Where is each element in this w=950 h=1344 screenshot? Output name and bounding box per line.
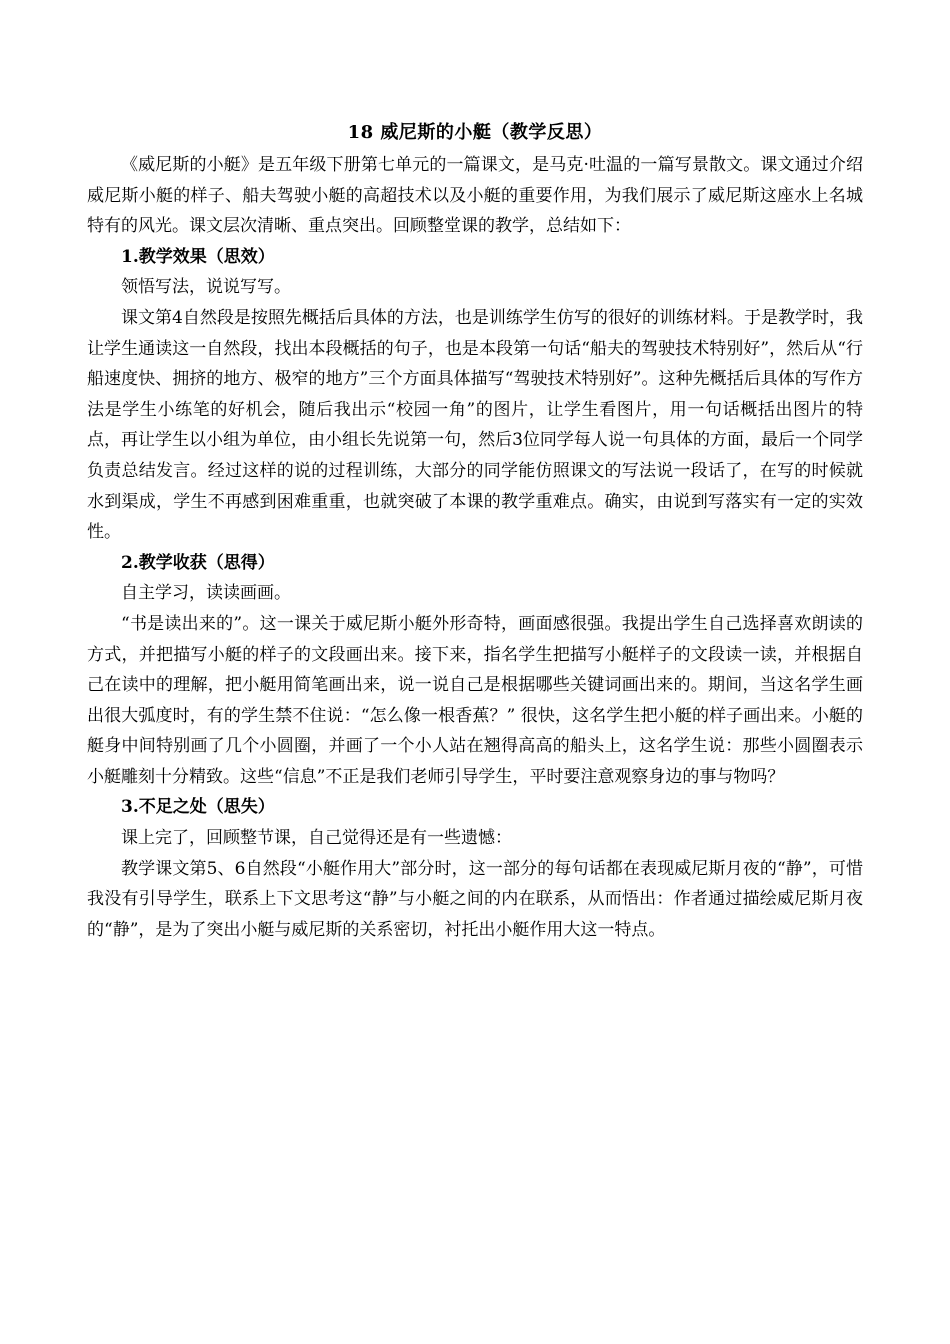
section-paragraph: 课上完了，回顾整节课，自己觉得还是有一些遗憾：	[121, 828, 512, 849]
section-heading: 1.教学效果（思效）	[121, 246, 275, 267]
section-paragraph: 自主学习，读读画画。	[121, 583, 291, 604]
intro-paragraph: 《威尼斯的小艇》是五年级下册第七单元的一篇课文，是马克·吐温的一篇写景散文。课文通过介绍威尼斯小艇的样子、船夫驾驶小艇的高超技术以及小艇的重要作用，为我们展示了威尼斯这座水上名城特有的风光。课文层次清晰、重点突出。回顾整堂课的教学，总结如下：	[87, 155, 863, 237]
document-page	[87, 118, 863, 945]
section-effect	[87, 242, 863, 548]
section-heading: 2.教学收获（思得）	[121, 552, 275, 573]
section-paragraph: 领悟写法，说说写写。	[121, 277, 291, 298]
section-paragraph: 课文第4自然段是按照先概括后具体的方法，也是训练学生仿写的很好的训练材料。于是教学时，我让学生通读这一自然段，找出本段概括的句子，也是本段第一句话“船夫的驾驶技术特别好”，然后从“行船速度快、拥挤的地方、极窄的地方”三个方面具体描写“驾驶技术特别好”。这种先概括后具体的写作方法是学生小练笔的好机会，随后我出示“校园一角”的图片，让学生看图片，用一句话概括出图片的特点，再让学生以小组为单位，由小组长先说第一句，然后3位同学每人说一句具体的方面，最后一个同学负责总结发言。经过这样的说的过程训练，大部分的同学能仿照课文的写法说一段话了，在写的时候就水到渠成，学生不再感到困难重重，也就突破了本课的教学重难点。确实，由说到写落实有一定的实效性。	[87, 307, 863, 543]
section-paragraph: “书是读出来的”。这一课关于威尼斯小艇外形奇特，画面感很强。我提出学生自己选择喜欢朗读的方式，并把描写小艇的样子的文段画出来。接下来，指名学生把描写小艇样子的文段读一读，并根据自己在读中的理解，把小艇用简笔画出来，说一说自己是根据哪些关键词画出来的。期间，当这名学生画出很大弧度时，有的学生禁不住说：“怎么像一根香蕉？” 很快，这名学生把小艇的样子画出来。小艇的艇身中间特别画了几个小圆圈，并画了一个小人站在翘得高高的船头上，这名学生说：那些小圆圈表示小艇雕刻十分精致。这些“信息”不正是我们老师引导学生，平时要注意观察身边的事与物吗？	[87, 613, 863, 787]
section-shortcomings	[87, 792, 863, 945]
section-gains	[87, 548, 863, 793]
document-title: 18 威尼斯的小艇（教学反思）	[347, 122, 603, 143]
section-heading: 3.不足之处（思失）	[121, 797, 275, 818]
section-paragraph: 教学课文第5、6自然段“小艇作用大”部分时，这一部分的每句话都在表现威尼斯月夜的“静”，可惜我没有引导学生，联系上下文思考这“静”与小艇之间的内在联系，从而悟出：作者通过描绘威尼斯月夜的“静”，是为了突出小艇与威尼斯的关系密切，衬托出小艇作用大这一特点。	[87, 858, 863, 940]
